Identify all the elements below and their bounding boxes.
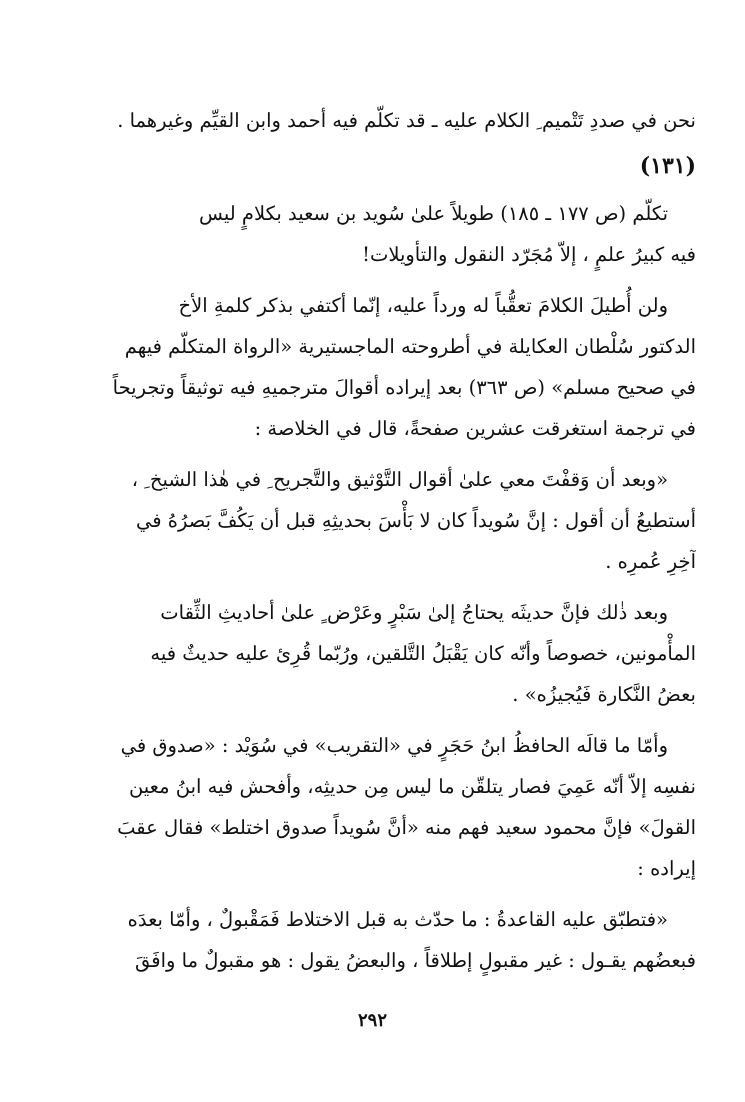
page-number: ٢٩٢ <box>357 1010 387 1031</box>
paragraph-line: في ترجمة استغرقت عشرين صفحةً، قال في الخلاصة : <box>254 417 696 440</box>
paragraph-line: فيه كبيرُ علمٍ ، إلاّ مُجَرّد النقول والتأويلات! <box>362 243 696 266</box>
paragraph-line: بعضُ النَّكارة فَيُجيزُه» . <box>512 683 696 706</box>
paragraph-line: القولَ» فإنَّ محمود سعيد فهم منه «أنَّ سُويداً صدوق اختلط» فقال عقبَ <box>117 816 696 839</box>
paragraph-2 <box>78 285 696 449</box>
paragraph-1 <box>78 193 696 275</box>
paragraph-6-quote <box>78 899 696 981</box>
paragraph-5 <box>78 725 696 889</box>
page-body <box>78 100 696 981</box>
paragraph-3-quote <box>78 459 696 582</box>
paragraph-4 <box>78 592 696 715</box>
paragraph-line: المأْمونين، خصوصاً وأنّه كان يَقْبَلُ التَّلقين، ورُبّما قُرِئ عليه حديثٌ فيه <box>150 642 696 665</box>
paragraph-line: إيراده : <box>637 857 696 880</box>
paragraph-line: تكلّم (ص ١٧٧ ـ ١٨٥) طويلاً علىٰ سُويد بن سعيد بكلامٍ ليس <box>199 202 668 225</box>
paragraph-line: «وبعد أن وَقفْتَ معي علىٰ أقوال التَّوْثيق والتَّجريح ِ في هٰذا الشيخ ِ ، <box>131 468 668 491</box>
paragraph-line: وأمّا ما قالَه الحافظُ ابنُ حَجَرٍ في «التقريب» في سُوَيْد : «صدوق في <box>120 734 668 757</box>
paragraph-line: «فتطبّق عليه القاعدةُ : ما حدّث به قبل الاختلاط فَمَقْبولٌ ، وأمّا بعدَه <box>127 908 668 931</box>
paragraph-line: فبعضُهم يقـول : غير مقبولٍ إطلاقاً ، والبعضُ يقول : هو مقبولٌ ما وافَقَ <box>135 949 696 972</box>
paragraph-line: أستطيعُ أن أقول : إنَّ سُويداً كان لا بَأْسَ بحديثِهِ قبل أن يَكُفَّ بَصرُهُ في <box>135 509 696 532</box>
paragraph-line: نفسِه إلاّ أنّه عَمِيَ فصار يتلقّن ما ليس مِن حديثِه، وأفحش فيه ابنُ معين <box>128 775 696 798</box>
paragraph-line: في صحيح مسلم» (ص ٣٦٣) بعد إيراده أقوالَ مترجميهِ فيه توثيقاً وتجريحاً <box>112 376 696 399</box>
opening-line: نحن في صددِ تَتْميم ِ الكلام عليه ـ قد تكلّم فيه أحمد وابن القيِّم وغيرهما . <box>117 109 696 132</box>
paragraph-line: وبعد ذٰلك فإنَّ حديثَه يحتاجُ إلىٰ سَبْرٍ وعَرْض ٍ علىٰ أحاديثِ الثِّقات <box>160 601 668 624</box>
paragraph-line: الدكتور سُلْطان العكايلة في أطروحته الماجستيرية «الرواة المتكلّم فيهم <box>124 335 696 358</box>
paragraph-line: ولن أُطيلَ الكلامَ تعقُّباً له ورداً عليه، إنّما أكتفي بذكر كلمةِ الأخ <box>178 294 668 317</box>
paragraph-line: آخِرِ عُمرِه . <box>605 550 696 573</box>
section-heading: (١٣١) <box>639 153 696 179</box>
